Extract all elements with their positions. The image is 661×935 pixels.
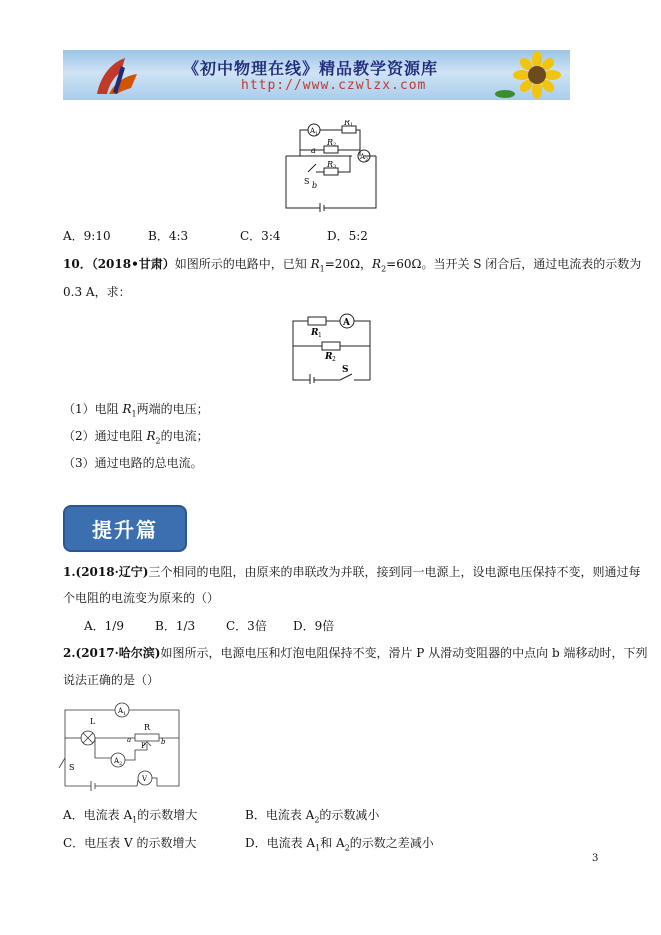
circuit-figure-1 [280, 120, 382, 212]
label-a2-sub: 2 [365, 157, 369, 163]
label-a1: A [310, 127, 316, 135]
sub-question-2-text: （2）通过电阻 [63, 429, 147, 443]
label-r2-sub: 2 [332, 356, 336, 363]
question-text: 如图所示的电路中，已知 [174, 257, 311, 271]
section-badge: 提升篇 [63, 505, 187, 552]
problem-1-text: 三个相同的电阻，由原来的串联改为并联，接到同一电源上，设电源电压保持不变，则通过每 [148, 565, 641, 579]
option-b: B．1/3 [155, 619, 196, 633]
label-r2: R [325, 352, 333, 362]
option-b-text: B．电流表 A [245, 808, 315, 822]
label-l: L [90, 717, 96, 726]
label-r1: R [311, 328, 319, 338]
problem-2-text: 如图所示，电源电压和灯泡电阻保持不变，滑片 P 从滑动变阻器的中点向 b 端移动时，下列 [160, 646, 648, 660]
label-r3-sub: 3 [333, 164, 337, 170]
problem-2-line-2: 说法正确的是（） [63, 673, 160, 687]
label-r1-sub: 1 [350, 122, 354, 128]
sub-question-1-text: （1）电阻 [63, 402, 123, 416]
label-r: R [144, 723, 151, 732]
circuit-figure-2 [290, 310, 374, 384]
wire [300, 130, 308, 156]
option-b [245, 808, 379, 827]
option-a-sub: 1 [132, 815, 138, 825]
rheostat-symbol [135, 734, 159, 741]
label-b: b [161, 738, 166, 746]
label-a: a [311, 146, 316, 155]
label-a2: A [360, 153, 366, 161]
option-b-sub: 2 [314, 815, 320, 825]
option-a [63, 808, 197, 827]
r2-value: =60Ω。当开关 S 闭合后，通过电流表的示数为 [386, 257, 642, 271]
sub-question-1 [63, 402, 209, 421]
sub-question-2 [63, 429, 209, 448]
question-10-line-2: 0.3 A，求： [63, 285, 131, 299]
label-a1-sub: 1 [315, 131, 319, 137]
question-number: 10． [63, 257, 92, 271]
label-r3: R [327, 160, 334, 169]
label-s: S [342, 365, 349, 375]
r2-sub: 2 [381, 264, 387, 274]
option-d-post: 的示数之差减小 [349, 836, 434, 850]
resistor-r2-symbol [322, 342, 340, 350]
label-a1-sub: 1 [123, 711, 127, 717]
option-a: A．9:10 [63, 229, 111, 243]
label-v: V [142, 775, 148, 783]
page-number: 3 [592, 853, 599, 864]
option-d: D．9倍 [293, 619, 335, 633]
resistor-r1-symbol [308, 317, 326, 325]
r1-sub: 1 [131, 409, 137, 419]
resistor-r1-symbol [342, 126, 356, 133]
option-d: D．5:2 [327, 229, 368, 243]
option-d-sub-1: 1 [315, 843, 321, 853]
banner-url[interactable]: http://www.czwlzx.com [241, 78, 427, 93]
problem-1-source: 1.(2018·辽宁) [63, 565, 149, 579]
label-a: a [127, 736, 132, 744]
logo-icon [91, 54, 141, 98]
label-a: A [343, 318, 350, 328]
label-r2: R [327, 138, 334, 147]
question-source: （2018•甘肃） [91, 257, 175, 271]
problem-1-line-1 [63, 565, 640, 579]
option-d-mid: 和 A [320, 836, 345, 850]
label-a2-sub: 2 [119, 761, 123, 767]
question-10-line-1 [63, 257, 641, 276]
option-c: C．3:4 [240, 229, 281, 243]
r2-var: R [146, 429, 156, 443]
header-banner [63, 50, 570, 100]
option-d [245, 836, 434, 855]
problem-2-source: 2.(2017·哈尔滨) [63, 646, 161, 660]
label-r2-sub: 2 [333, 142, 337, 148]
option-a: A．1/9 [84, 619, 124, 633]
problem-2-line-1 [63, 646, 648, 660]
label-s: S [304, 177, 310, 186]
r1-var: R [122, 402, 132, 416]
label-a1: A [118, 707, 124, 715]
r2-sub: 2 [155, 436, 161, 446]
r1-var: R [310, 257, 320, 271]
option-c: C．电压表 V 的示数增大 [63, 836, 197, 850]
label-s: S [69, 763, 75, 772]
label-r1: R [344, 120, 351, 127]
r1-value: =20Ω， [324, 257, 373, 271]
label-b: b [312, 181, 318, 190]
option-c: C．3倍 [226, 619, 267, 633]
r2-var: R [372, 257, 382, 271]
sub-question-3: （3）通过电路的总电流。 [63, 456, 203, 470]
option-d-text: D．电流表 A [245, 836, 316, 850]
option-b: B．4:3 [148, 229, 189, 243]
sub-question-2-post: 的电流； [160, 429, 209, 443]
r1-sub: 1 [319, 264, 325, 274]
label-a2: A [114, 757, 120, 765]
label-p: P [141, 742, 146, 750]
circuit-figure-3 [55, 700, 185, 794]
label-r1-sub: 1 [318, 332, 322, 339]
option-d-sub-2: 2 [344, 843, 350, 853]
option-a-post: 的示数增大 [137, 808, 198, 822]
problem-1-line-2: 个电阻的电流变为原来的（） [63, 591, 220, 605]
sunflower-icon [493, 50, 570, 100]
sub-question-1-post: 两端的电压； [136, 402, 209, 416]
option-a-text: A．电流表 A [63, 808, 133, 822]
option-b-post: 的示数减小 [319, 808, 380, 822]
banner-title: 《初中物理在线》精品教学资源库 [183, 59, 439, 78]
